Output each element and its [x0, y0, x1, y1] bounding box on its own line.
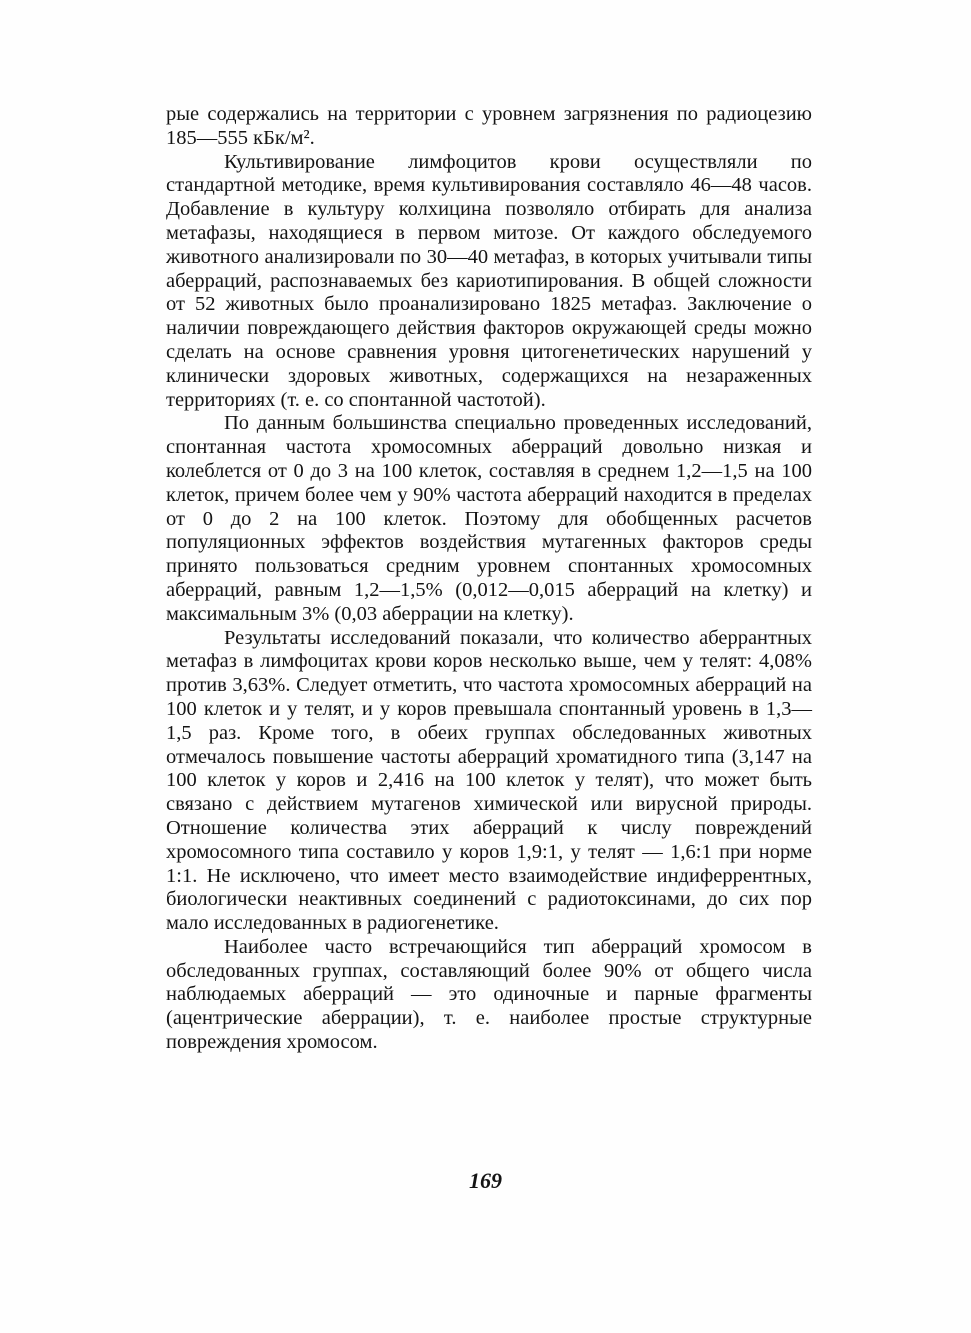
paragraph-continuation: рые содержались на территории с уровнем загрязнения по радиоцезию 185—555 кБк/м². — [166, 103, 812, 149]
paragraph-spontaneous-frequency: По данным большинства специально проведенных исследований, спонтанная частота хромосомных аберраций довольно низкая и колеблется от 0 до 3 на 100 клеток, составляя в среднем 1,2—1,5 на 100 клеток, причем более чем у 90% частота аберраций находится в пределах от 0 до 2 на 100 клеток. Поэтому для обобщенных расчетов популяционных эффектов воздействия мутагенных факторов среды принято пользоваться средним уровнем спонтанных хромосомных аберраций, равным 1,2—1,5% (0,012—0,015 аберраций на клетку) и максимальным 3% (0,03 аберрации на клетку). — [166, 412, 812, 625]
paragraph-results: Результаты исследований показали, что количество аберрантных метафаз в лимфоцитах крови коров несколько выше, чем у телят: 4,08% против 3,63%. Следует отметить, что частота хромосомных аберраций на 100 клеток и у телят, и у коров превышала спонтанный уровень в 1,3—1,5 раз. Кроме того, в обеих группах обследованных животных отмечалось повышение частоты аберраций хроматидного типа (3,147 на 100 клеток у коров и 2,416 на 100 клеток у телят), что может быть связано с действием мутагенов химической или вирусной природы. Отношение количества этих аберраций к числу повреждений хромосомного типа составило у коров 1,9:1, у телят — 1,6:1 при норме 1:1. Не исключено, что имеет место взаимодействие индиферрентных, биологически неактивных соединений с радиотоксинами, до сих пор мало исследованных в радиогенетике. — [166, 626, 812, 935]
paragraph-aberration-types: Наиболее часто встречающийся тип аберраций хромосом в обследованных группах, составляющий более 90% от общего числа наблюдаемых аберраций — это одиночные и парные фрагменты (ацентрические аберрации), т. е. наиболее простые структурные повреждения хромосом. — [166, 935, 812, 1054]
page-text — [166, 103, 812, 1055]
page-number: 169 — [469, 1168, 502, 1193]
paragraph-cultivation: Культивирование лимфоцитов крови осуществляли по стандартной методике, время культивирования составляло 46—48 часов. Добавление в культуру колхицина позволяло отбирать для анализа метафазы, находящиеся в первом митозе. От каждого обследуемого животного анализировали по 30—40 метафаз, в которых учитывали типы аберраций, распознаваемых без кариотипирования. В общей сложности от 52 животных было проанализировано 1825 метафаз. Заключение о наличии повреждающего действия факторов окружающей среды можно сделать на основе сравнения уровня цитогенетических нарушений у клинически здоровых животных, содержащихся на незараженных территориях (т. е. со спонтанной частотой). — [166, 150, 812, 411]
